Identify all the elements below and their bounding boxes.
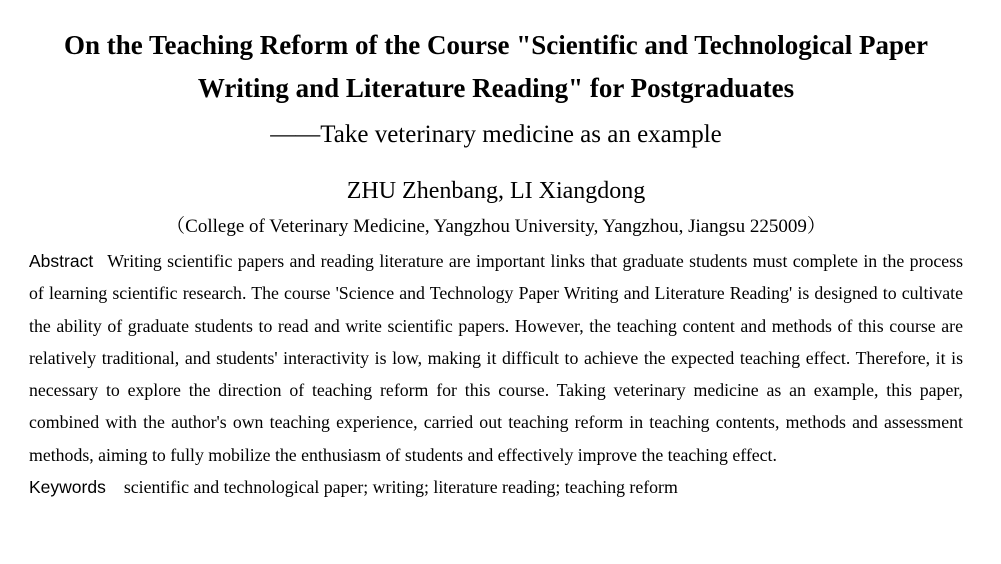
paper-title-line-1: On the Teaching Reform of the Course "Scientific and Technological Paper [64, 30, 928, 60]
paper-affiliation: （College of Veterinary Medicine, Yangzhou University, Yangzhou, Jiangsu 225009） [166, 216, 826, 237]
keywords-label: Keywords [29, 477, 106, 498]
paper-title-line-2: Writing and Literature Reading" for Postgraduates [197, 73, 795, 103]
paper-title [29, 0, 963, 110]
paper-subtitle: ——Take veterinary medicine as an example [270, 121, 722, 148]
keywords-line [29, 471, 963, 503]
abstract-text: Writing scientific papers and reading literature are important links that graduate students must complete in the process of learning scientific research. The course 'Science and Technology Paper Writing and Literature Reading' is designed to cultivate the ability of graduate students to read and write scientific papers. However, the teaching content and methods of this course are relatively traditional, and students' interactivity is low, making it difficult to achieve the expected teaching effect. Therefore, it is necessary to explore the direction of teaching reform for this course. Taking veterinary medicine as an example, this paper, combined with the author's own teaching experience, carried out teaching reform in teaching contents, methods and assessment methods, aiming to fully mobilize the enthusiasm of students and effectively improve the teaching effect. [29, 251, 963, 465]
keywords-text: scientific and technological paper; writing; literature reading; teaching reform [123, 477, 678, 498]
abstract-label: Abstract [29, 251, 94, 271]
abstract-paragraph [29, 245, 963, 471]
paper-authors: ZHU Zhenbang, LI Xiangdong [346, 178, 646, 204]
